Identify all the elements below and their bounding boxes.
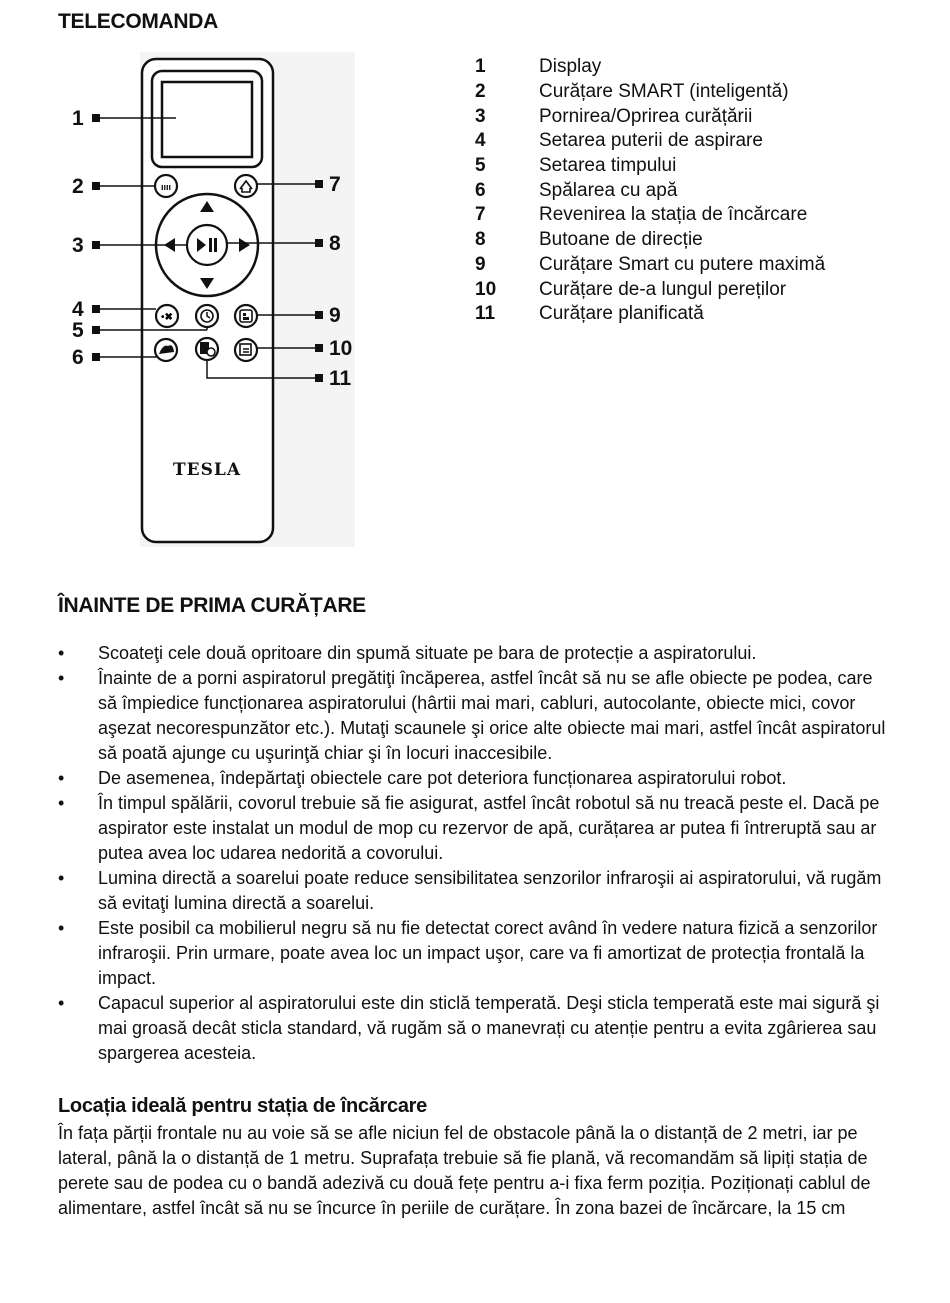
- callout-1: 1: [72, 107, 84, 130]
- display-screen: [162, 82, 252, 157]
- legend-label: Display: [539, 56, 602, 78]
- callout-8: 8: [329, 232, 341, 255]
- list-item: • Lumina directă a soarelui poate reduce sensibilitatea senzorilor infraroşii ai aspiratorului, vă rugăm să evitaţi lumina directă a soarelui.: [58, 866, 893, 916]
- legend-row: [475, 55, 825, 80]
- page-title: TELECOMANDA: [58, 10, 219, 33]
- edge-clean-icon: [235, 339, 257, 361]
- section-heading-dock-location: Locația ideală pentru stația de încărcare: [58, 1095, 427, 1117]
- legend-label: Setarea timpului: [539, 155, 677, 177]
- legend-num: 3: [475, 105, 486, 127]
- legend-row: [475, 178, 825, 203]
- legend-label: Revenirea la stația de încărcare: [539, 204, 808, 226]
- callout-7: 7: [329, 173, 341, 196]
- legend-row: [475, 253, 825, 278]
- legend-label: Curățare SMART (inteligentă): [539, 81, 789, 103]
- legend-label: Butoane de direcție: [539, 229, 703, 251]
- legend-num: 9: [475, 253, 486, 275]
- callout-9: 9: [329, 304, 341, 327]
- legend-row: [475, 104, 825, 129]
- legend-num: 11: [475, 303, 496, 325]
- callout-10: 10: [329, 337, 353, 360]
- legend-num: 5: [475, 155, 486, 177]
- legend-label: Pornirea/Oprirea curățării: [539, 105, 753, 127]
- legend-row: [475, 277, 825, 302]
- legend-label: Curățare de-a lungul pereților: [539, 278, 787, 300]
- callout-4: 4: [72, 298, 84, 321]
- legend-num: 1: [475, 56, 486, 78]
- callout-6: 6: [72, 346, 84, 369]
- legend-label: Setarea puterii de aspirare: [539, 130, 763, 152]
- legend-num: 8: [475, 229, 486, 251]
- callout-2: 2: [72, 175, 84, 198]
- svg-text:•✖: •✖: [161, 312, 173, 323]
- callout-3: 3: [72, 234, 84, 257]
- legend-num: 2: [475, 81, 486, 103]
- legend-num: 10: [475, 278, 497, 300]
- section-heading-before-cleaning: ÎNAINTE DE PRIMA CURĂȚARE: [58, 594, 366, 617]
- button-legend: [475, 55, 825, 327]
- legend-num: 4: [475, 130, 486, 152]
- home-dock-icon: [235, 175, 257, 197]
- legend-row: [475, 203, 825, 228]
- list-item: • Capacul superior al aspiratorului este din sticlă temperată. Deşi sticla temperată este mai sigură şi mai groasă decât sticla standard, vă rugăm să o manevrați cu atenție pentru a evita zgârierea sau spargerea acesteia.: [58, 991, 893, 1066]
- legend-row: [475, 129, 825, 154]
- legend-row: [475, 228, 825, 253]
- legend-label: Curățare planificată: [539, 303, 704, 325]
- play-pause-icon: [187, 225, 227, 265]
- callout-11: 11: [329, 367, 352, 390]
- legend-num: 7: [475, 204, 486, 226]
- legend-num: 6: [475, 179, 486, 201]
- svg-text:ıııı: ıııı: [160, 182, 172, 192]
- list-item: • Este posibil ca mobilierul negru să nu fie detectat corect având în vedere natura fizică a senzorilor infraroşii. Prin urmare, poate avea loc un impact uşor, care va fi amortizat de protecția frontală la impact.: [58, 916, 893, 991]
- legend-row: [475, 80, 825, 105]
- list-item: • Scoateţi cele două opritoare din spumă situate pe bara de protecție a aspiratorului.: [58, 641, 893, 666]
- brand-logo: TESLA: [172, 460, 242, 480]
- remote-control-diagram: [58, 50, 358, 550]
- dock-location-paragraph: În fața părții frontale nu au voie să se afle niciun fel de obstacole până la o distanță de 2 metri, iar pe lateral, până la o distanță de 1 metru. Suprafața trebuie să fie plană, vă recomandăm să lipiți stația de perete sau de podea cu o bandă adezivă cu două fețe pentru a-i fixa ferm poziția. Poziționați cablul de alimentare, astfel încât să nu se încurce în periile de curățare. În zona bazei de încărcare, la 15 cm: [58, 1123, 871, 1218]
- list-item: • În timpul spălării, covorul trebuie să fie asigurat, astfel încât robotul să nu treacă peste el. Dacă pe aspirator este instalat un modul de mop cu rezervor de apă, curățarea ar putea fi întreruptă sau ar putea avea loc udarea nedorită a covorului.: [58, 791, 893, 866]
- preparation-list: [58, 641, 893, 1066]
- legend-label: Curățare Smart cu putere maximă: [539, 253, 826, 275]
- list-item: • Înainte de a porni aspiratorul pregătiţi încăperea, astfel încât să nu se afle obiecte pe podea, care să împiedice funcționarea aspiratorului (hârtii mai mari, cabluri, autocolante, obiecte mici, covor aşezat necorespunzător etc.). Mutaţi scaunele şi orice alte obiecte mai mari, astfel încât aspiratorul să poată ajunge cu uşurinţă chiar şi în locuri inaccesibile.: [58, 666, 893, 766]
- legend-label: Spălarea cu apă: [539, 179, 678, 201]
- legend-row: [475, 302, 825, 327]
- callout-5: 5: [72, 319, 84, 342]
- list-item: • De asemenea, îndepărtaţi obiectele care pot deteriora funcționarea aspiratorului robot.: [58, 766, 893, 791]
- legend-row: [475, 154, 825, 179]
